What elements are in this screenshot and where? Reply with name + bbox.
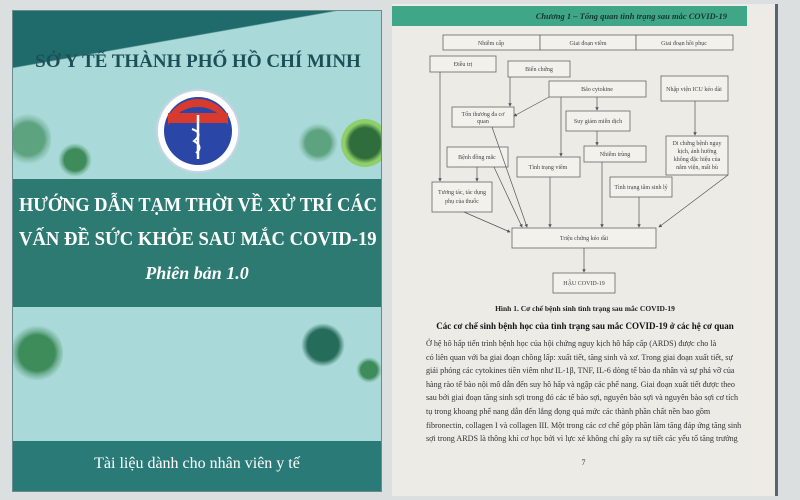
cover-audience: Tài liệu dành cho nhân viên y tế xyxy=(13,441,381,492)
paragraph-line: Ở hệ hô hấp tiến trình bệnh học của hội chứng nguy kịch hô hấp cấp (ARDS) được cho là xyxy=(426,339,717,348)
phase-label: Giai đoạn hồi phục xyxy=(661,41,707,47)
paragraph-line: sau bởi giai đoạn tăng sinh sợi trong đó các tế bào sợi, nguyên bào sợi và nguyên bào sợi cơ tích xyxy=(426,393,739,403)
virus-icon xyxy=(12,323,63,383)
body-paragraph xyxy=(426,337,744,446)
flow-node: Tình trạng tâm sinh lý xyxy=(614,185,668,191)
page-number: 7 xyxy=(581,458,586,467)
health-department-logo xyxy=(156,89,240,173)
cover-organization: SỞ Y TẾ THÀNH PHỐ HỒ CHÍ MINH xyxy=(35,51,361,72)
figure-caption: Hình 1. Cơ chế bệnh sinh tình trạng sau mắc COVID-19 xyxy=(495,304,675,313)
virus-icon xyxy=(301,323,345,367)
flow-node: không đặc hiệu của xyxy=(673,157,721,163)
paragraph-line: có liên quan với ba giai đoạn chồng lấp: xuất tiết, tăng sinh và xơ. Trong giai đoạn xuất tiết, sự xyxy=(426,352,733,362)
section-heading: Các cơ chế sinh bệnh học của tình trạng sau mắc COVID-19 ở các hệ cơ quan xyxy=(436,321,734,331)
document-page xyxy=(392,4,778,496)
flow-node: Nhiễm trùng xyxy=(599,152,631,158)
phase-label: Nhiễm cấp xyxy=(477,41,505,47)
flow-node: Biến chứng xyxy=(525,67,553,73)
virus-icon xyxy=(12,111,51,167)
document-cover xyxy=(12,10,382,492)
flow-node: Di chứng bệnh nguy xyxy=(672,141,722,147)
flow-node: Bệnh đồng mắc xyxy=(458,155,496,161)
flow-node: quan xyxy=(477,119,489,125)
paragraph-line: hàng rào tế bào nội mô dẫn đến suy hô hấp và ngập các phế nang. Giai đoạn xuất tiết được theo xyxy=(426,379,735,389)
flow-node: Điều trị xyxy=(453,62,473,68)
virus-icon xyxy=(298,123,338,163)
flow-node: phụ của thuốc xyxy=(445,199,479,205)
flow-node: Tình trạng viêm xyxy=(528,165,568,171)
flow-node: Triệu chứng kéo dài xyxy=(559,236,609,242)
cover-version: Phiên bản 1.0 xyxy=(145,263,249,283)
virus-icon xyxy=(341,119,382,167)
paragraph-line: sợi trong ARDS là thông khí cơ học bởi vì lực xé không chỉ gây ra sự tiết các yếu tố tăng trưởng xyxy=(426,434,738,444)
paragraph-line: fibronectin, collagen I và collagen III. Một trong các cơ chế góp phần làm tăng đáp ứng tăng sinh xyxy=(426,420,742,430)
flow-node: Suy giảm miễn dịch xyxy=(573,119,623,125)
pathogenesis-flowchart xyxy=(392,4,778,302)
flow-node: Tương tác, tác dụng xyxy=(437,190,487,196)
virus-icon xyxy=(58,143,92,177)
paragraph-line: tụ trong khoang phế nang dẫn đến lắng đọng quá mức các thành phần chất nền bao gồm xyxy=(426,406,711,416)
virus-icon xyxy=(356,357,382,383)
cover-title-line1: HƯỚNG DẪN TẠM THỜI VỀ XỬ TRÍ CÁC xyxy=(19,194,377,216)
flow-node: nằm viện, mất bù xyxy=(676,165,718,171)
flow-node: Tổn thương đa cơ xyxy=(461,112,505,118)
cover-title-line2: VẤN ĐỀ SỨC KHỎE SAU MẮC COVID-19 xyxy=(19,228,377,250)
flow-node: HẬU COVID-19 xyxy=(563,281,605,287)
paragraph-line: giải phóng các cytokines tiền viêm như IL-1β, TNF, IL-6 dòng tế bào đa nhân và sự phá vỡ của xyxy=(426,366,735,376)
phase-label: Giai đoạn viêm xyxy=(569,41,607,47)
flow-node: kịch, ảnh hưởng xyxy=(677,149,717,155)
flow-node: Bão cytokine xyxy=(581,87,613,93)
flow-node: Nhập viện ICU kéo dài xyxy=(666,87,722,93)
chapter-header: Chương 1 – Tổng quan tình trạng sau mắc COVID-19 xyxy=(392,6,747,26)
